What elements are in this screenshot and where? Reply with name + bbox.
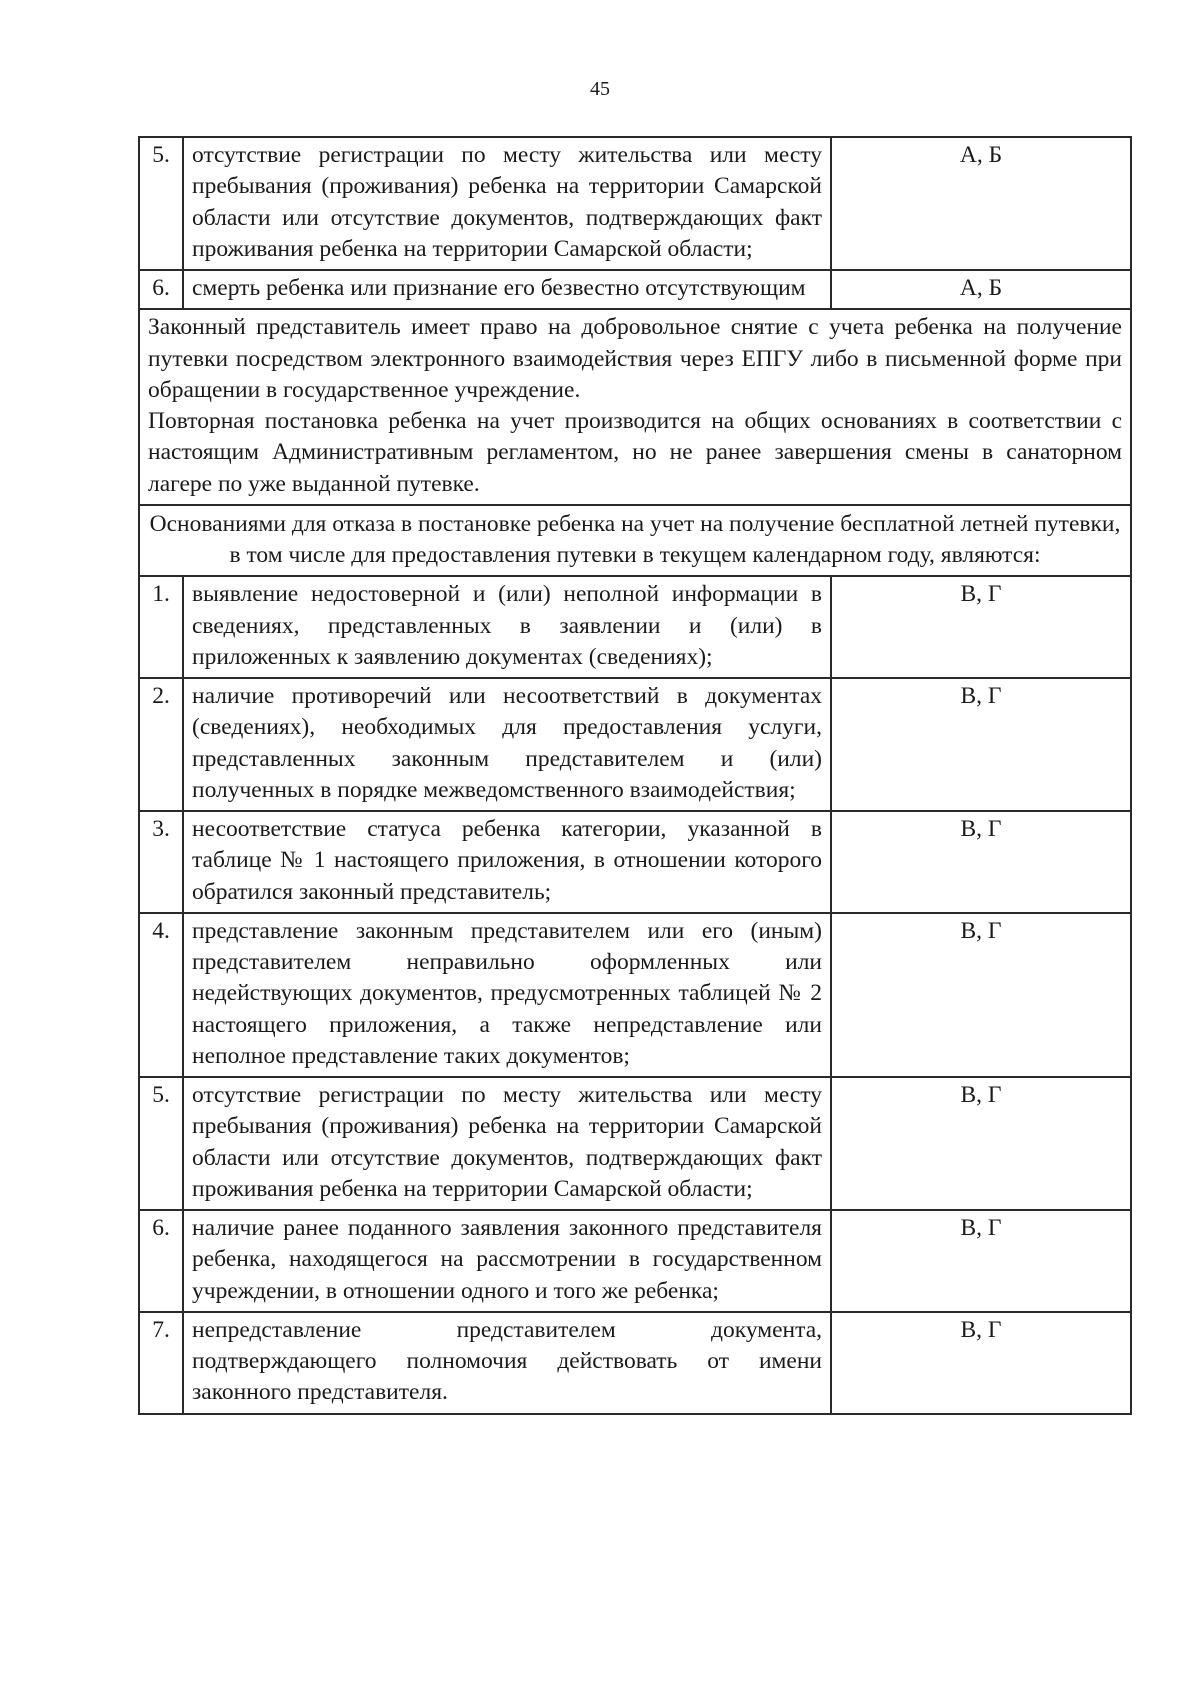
voluntary-removal-note [139, 309, 1131, 505]
row-codes: В, Г [831, 678, 1131, 811]
page-number: 45 [590, 78, 610, 100]
row-text: непредставление представителем документа, подтверждающего полномочия действовать от имени законного представителя. [183, 1312, 831, 1414]
row-text: отсутствие регистрации по месту жительства или месту пребывания (проживания) ребенка на территории Самарской области или отсутствие документов, подтверждающих факт проживания ребенка на территории Самарской области; [183, 1077, 831, 1210]
row-text: представление законным представителем или его (иным) представителем неправильно оформленных или недействующих документов, предусмотренных таблицей № 2 настоящего приложения, а также непредставление или неполное представление таких документов; [183, 913, 831, 1077]
section-header-row [139, 505, 1131, 577]
row-codes: В, Г [831, 1312, 1131, 1414]
table-row [139, 678, 1131, 811]
row-number: 3. [139, 811, 183, 913]
row-number: 7. [139, 1312, 183, 1414]
row-codes: В, Г [831, 1210, 1131, 1312]
row-text: наличие противоречий или несоответствий в документах (сведениях), необходимых для предоставления услуги, представленных законным представителем и (или) полученных в порядке межведомственного взаимодействия; [183, 678, 831, 811]
note-paragraph: Повторная постановка ребенка на учет производится на общих основаниях в соответствии с настоящим Административным регламентом, но не ранее завершения смены в санаторном лагере по уже выданной путевке. [148, 408, 1122, 497]
row-number: 6. [139, 1210, 183, 1312]
table-row [139, 811, 1131, 913]
row-codes: А, Б [831, 137, 1131, 270]
row-codes: В, Г [831, 1077, 1131, 1210]
grounds-table [138, 136, 1132, 1415]
row-number: 2. [139, 678, 183, 811]
table-row [139, 1077, 1131, 1210]
table-row [139, 1210, 1131, 1312]
row-codes: В, Г [831, 576, 1131, 678]
table-row [139, 1312, 1131, 1414]
row-number: 5. [139, 137, 183, 270]
row-text: отсутствие регистрации по месту жительства или месту пребывания (проживания) ребенка на территории Самарской области или отсутствие документов, подтверждающих факт проживания ребенка на территории Самарской области; [183, 137, 831, 270]
row-number: 6. [139, 270, 183, 309]
row-codes: А, Б [831, 270, 1131, 309]
note-paragraph: Законный представитель имеет право на добровольное снятие с учета ребенка на получение путевки посредством электронного взаимодействия через ЕПГУ либо в письменной форме при обращении в государственное учреждение. [148, 314, 1122, 403]
row-codes: В, Г [831, 913, 1131, 1077]
table-row [139, 270, 1131, 309]
row-number: 1. [139, 576, 183, 678]
table-row [139, 137, 1131, 270]
row-text: выявление недостоверной и (или) неполной информации в сведениях, представленных в заявлении и (или) в приложенных к заявлению документах (сведениях); [183, 576, 831, 678]
row-text: смерть ребенка или признание его безвестно отсутствующим [183, 270, 831, 309]
table-row [139, 913, 1131, 1077]
row-number: 5. [139, 1077, 183, 1210]
note-row [139, 309, 1131, 505]
row-text: несоответствие статуса ребенка категории, указанной в таблице № 1 настоящего приложения, в отношении которого обратился законный представитель; [183, 811, 831, 913]
refusal-grounds-header: Основаниями для отказа в постановке ребенка на учет на получение бесплатной летней путевки, в том числе для предоставления путевки в текущем календарном году, являются: [139, 505, 1131, 577]
table-row [139, 576, 1131, 678]
row-text: наличие ранее поданного заявления законного представителя ребенка, находящегося на рассмотрении в государственном учреждении, в отношении одного и того же ребенка; [183, 1210, 831, 1312]
row-number: 4. [139, 913, 183, 1077]
row-codes: В, Г [831, 811, 1131, 913]
